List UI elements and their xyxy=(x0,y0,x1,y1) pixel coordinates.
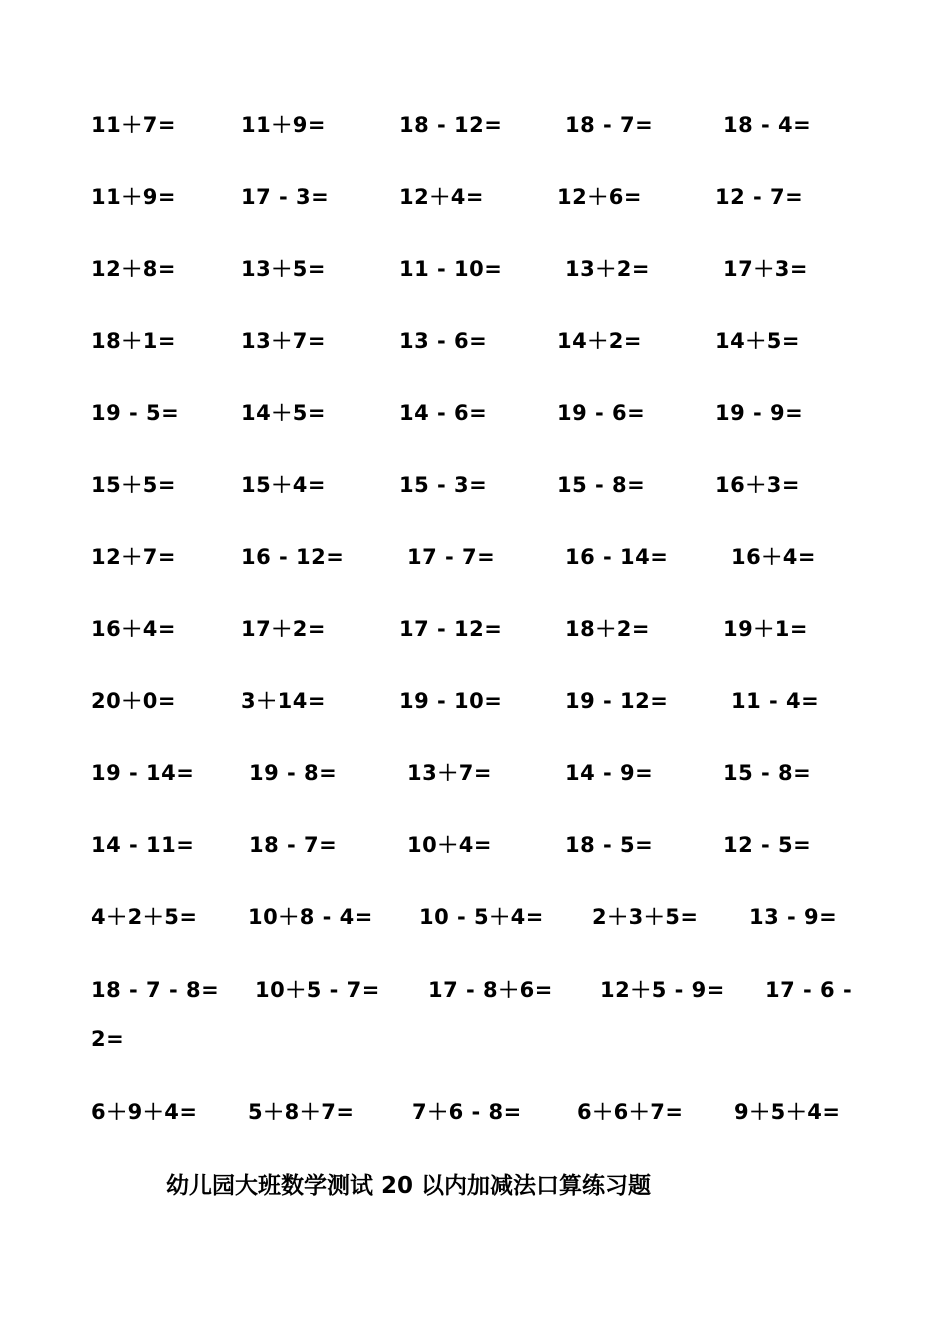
problem: 12 - 7= xyxy=(715,185,804,209)
problem: 3＋14= xyxy=(241,689,326,713)
problem: 18＋1= xyxy=(91,329,176,353)
problem-row-1 xyxy=(0,105,950,145)
problem: 12＋6= xyxy=(557,185,642,209)
problem: 9＋5＋4= xyxy=(734,1100,841,1124)
problem: 16＋4= xyxy=(731,545,816,569)
problem: 12＋7= xyxy=(91,545,176,569)
problem: 14＋5= xyxy=(715,329,800,353)
problem: 17 - 3= xyxy=(241,185,330,209)
problem: 15＋4= xyxy=(241,473,326,497)
problem: 12＋8= xyxy=(91,257,176,281)
problem-row-13-wrap xyxy=(0,1019,950,1059)
problem: 14 - 6= xyxy=(399,401,488,425)
problem: 7＋6 - 8= xyxy=(412,1100,522,1124)
problem: 16＋4= xyxy=(91,617,176,641)
worksheet-title: 幼儿园大班数学测试 20 以内加减法口算练习题 xyxy=(166,1173,652,1199)
problem: 14＋5= xyxy=(241,401,326,425)
problem: 12＋5 - 9= xyxy=(600,978,725,1002)
problem: 15 - 8= xyxy=(557,473,646,497)
problem: 11 - 4= xyxy=(731,689,820,713)
problem: 16＋3= xyxy=(715,473,800,497)
problem: 11＋9= xyxy=(241,113,326,137)
problem: 17 - 12= xyxy=(399,617,503,641)
problem: 18 - 7= xyxy=(565,113,654,137)
problem: 15 - 8= xyxy=(723,761,812,785)
problem-row-11 xyxy=(0,825,950,865)
problem: 10 - 5＋4= xyxy=(419,905,544,929)
problem-row-6 xyxy=(0,465,950,505)
problem-row-8 xyxy=(0,609,950,649)
problem: 10＋5 - 7= xyxy=(255,978,380,1002)
problem: 13＋5= xyxy=(241,257,326,281)
problem: 5＋8＋7= xyxy=(248,1100,355,1124)
problem: 14 - 11= xyxy=(91,833,195,857)
problem-continuation: 2= xyxy=(91,1027,125,1051)
problem: 11＋9= xyxy=(91,185,176,209)
problem: 18 - 12= xyxy=(399,113,503,137)
problem: 13＋2= xyxy=(565,257,650,281)
problem-row-7 xyxy=(0,537,950,577)
problem: 16 - 12= xyxy=(241,545,345,569)
problem-row-13 xyxy=(0,970,950,1010)
problem: 13 - 9= xyxy=(749,905,838,929)
problem-row-5 xyxy=(0,393,950,433)
problem: 19 - 8= xyxy=(249,761,338,785)
problem: 19 - 14= xyxy=(91,761,195,785)
problem: 17＋3= xyxy=(723,257,808,281)
problem: 19 - 12= xyxy=(565,689,669,713)
problem: 19 - 6= xyxy=(557,401,646,425)
problem: 17 - 6 - xyxy=(765,978,853,1002)
problem: 6＋6＋7= xyxy=(577,1100,684,1124)
problem: 19 - 5= xyxy=(91,401,180,425)
problem: 19＋1= xyxy=(723,617,808,641)
problem: 18 - 7 - 8= xyxy=(91,978,220,1002)
problem-row-12 xyxy=(0,897,950,937)
problem: 18 - 7= xyxy=(249,833,338,857)
problem: 18 - 5= xyxy=(565,833,654,857)
problem: 11 - 10= xyxy=(399,257,503,281)
problem-row-9 xyxy=(0,681,950,721)
problem: 11＋7= xyxy=(91,113,176,137)
problem: 18 - 4= xyxy=(723,113,812,137)
problem-row-3 xyxy=(0,249,950,289)
problem-row-4 xyxy=(0,321,950,361)
problem: 13 - 6= xyxy=(399,329,488,353)
problem: 12 - 5= xyxy=(723,833,812,857)
problem: 16 - 14= xyxy=(565,545,669,569)
problem: 18＋2= xyxy=(565,617,650,641)
problem: 2＋3＋5= xyxy=(592,905,699,929)
problem: 15＋5= xyxy=(91,473,176,497)
problem: 19 - 10= xyxy=(399,689,503,713)
problem: 6＋9＋4= xyxy=(91,1100,198,1124)
problem: 17 - 7= xyxy=(407,545,496,569)
problem: 15 - 3= xyxy=(399,473,488,497)
problem: 19 - 9= xyxy=(715,401,804,425)
problem: 4＋2＋5= xyxy=(91,905,198,929)
problem: 10＋8 - 4= xyxy=(248,905,373,929)
problem-row-2 xyxy=(0,177,950,217)
problem-row-10 xyxy=(0,753,950,793)
problem: 14＋2= xyxy=(557,329,642,353)
problem: 13＋7= xyxy=(407,761,492,785)
problem: 17＋2= xyxy=(241,617,326,641)
problem: 20＋0= xyxy=(91,689,176,713)
problem: 10＋4= xyxy=(407,833,492,857)
problem: 14 - 9= xyxy=(565,761,654,785)
problem: 12＋4= xyxy=(399,185,484,209)
problem: 13＋7= xyxy=(241,329,326,353)
problem: 17 - 8＋6= xyxy=(428,978,553,1002)
problem-row-14 xyxy=(0,1092,950,1132)
